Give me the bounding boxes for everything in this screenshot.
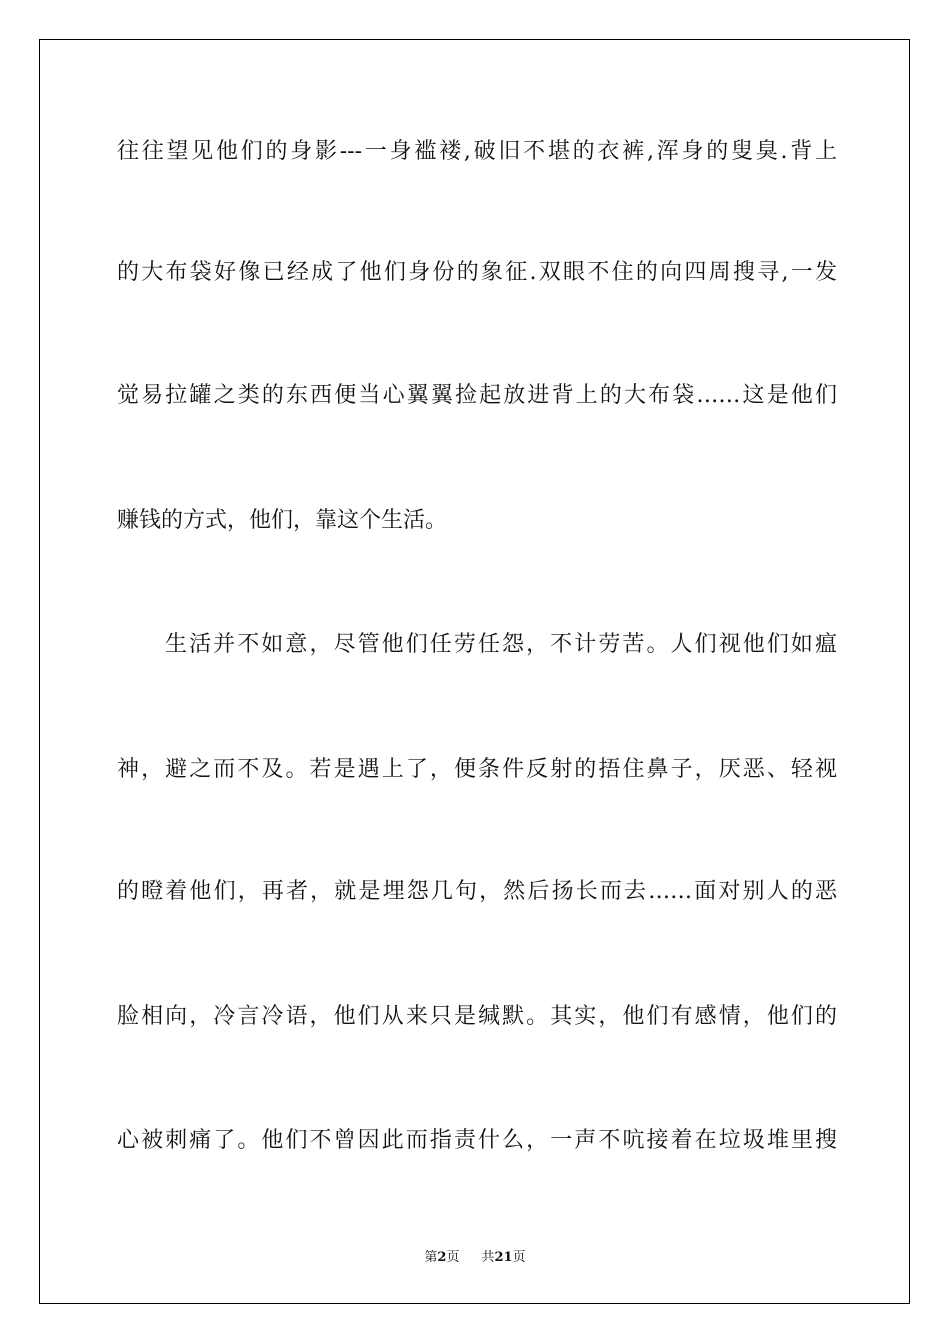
text-line-2: 的大布袋好像已经成了他们身份的象征.双眼不住的向四周搜寻,一发 xyxy=(117,260,837,285)
footer-page-number: 2 xyxy=(437,1250,447,1265)
footer-total-prefix: 共 xyxy=(481,1250,495,1265)
footer-page-prefix: 第 xyxy=(424,1250,438,1265)
text-line-6: 神，避之而不及。若是遇上了，便条件反射的捂住鼻子，厌恶、轻视 xyxy=(117,757,837,782)
footer-total-suffix: 页 xyxy=(512,1250,526,1265)
text-line-7: 的瞪着他们，再者，就是埋怨几句，然后扬长而去……面对别人的恶 xyxy=(117,879,837,904)
text-line-3: 觉易拉罐之类的东西便当心翼翼捡起放进背上的大布袋……这是他们 xyxy=(117,383,837,408)
text-line-1: 往往望见他们的身影---一身褴褛,破旧不堪的衣裤,浑身的叟臭.背上 xyxy=(117,139,837,164)
text-line-4: 赚钱的方式，他们，靠这个生活。 xyxy=(117,508,448,533)
footer-total-pages: 21 xyxy=(494,1250,513,1265)
text-line-8: 脸相向，冷言冷语，他们从来只是缄默。其实，他们有感情，他们的 xyxy=(117,1004,837,1029)
page-border xyxy=(39,39,910,1304)
text-line-5: 生活并不如意，尽管他们任劳任怨，不计劳苦。人们视他们如瘟 xyxy=(165,632,837,657)
footer-page-suffix: 页 xyxy=(446,1250,460,1265)
page-footer xyxy=(0,1246,950,1265)
text-line-9: 心被刺痛了。他们不曾因此而指责什么，一声不吭接着在垃圾堆里搜 xyxy=(117,1128,837,1153)
